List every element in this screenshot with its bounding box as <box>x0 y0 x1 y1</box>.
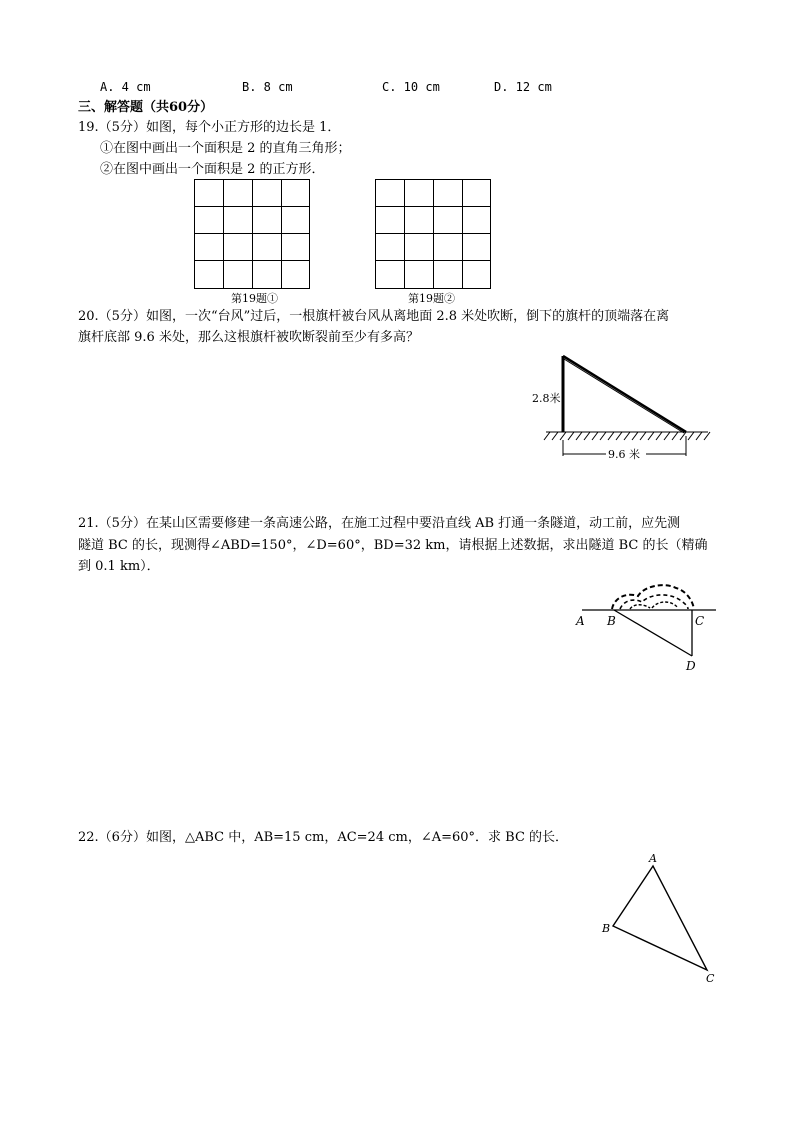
tunnel-label-c: C <box>695 614 705 628</box>
q19-line1: 19.（5分）如图，每个小正方形的边长是 1． <box>78 120 341 135</box>
choice-c: C. 10 cm <box>382 80 440 94</box>
tunnel-label-a: A <box>576 614 585 628</box>
grid-caption-1: 第19题① <box>231 292 278 305</box>
choice-b: B. 8 cm <box>242 80 293 94</box>
triangle-label-a: A <box>649 852 657 865</box>
flagpole-figure <box>528 348 718 468</box>
q19-line3: ②在图中画出一个面积是 2 的正方形． <box>100 162 325 177</box>
q19-line2: ①在图中画出一个面积是 2 的直角三角形； <box>100 141 351 156</box>
tunnel-label-d: D <box>686 659 696 673</box>
flagpole-base-label: 9.6 米 <box>608 448 640 461</box>
triangle-figure <box>595 848 725 988</box>
q21-line2: 隧道 BC 的长，现测得∠ABD=150°，∠D=60°，BD=32 km，请根据上述数据，求出隧道 BC 的长（精确 <box>78 538 708 553</box>
flagpole-height-label: 2.8米 <box>532 392 561 405</box>
grid-caption-2: 第19题② <box>408 292 455 305</box>
triangle-label-b: B <box>602 922 611 935</box>
choice-a: A. 4 cm <box>100 80 151 94</box>
grid-figure-1 <box>194 179 310 289</box>
tunnel-figure <box>568 578 718 678</box>
q21-line1: 21.（5分）在某山区需要修建一条高速公路，在施工过程中要沿直线 AB 打通一条隧道，动工前，应先测 <box>78 516 681 531</box>
q21-line3: 到 0.1 km）． <box>78 559 160 574</box>
tunnel-label-b: B <box>607 614 616 628</box>
q22-line1: 22.（6分）如图，△ABC 中，AB=15 cm，AC=24 cm，∠A=60°．求 BC 的长． <box>78 830 569 845</box>
section-title: 三、解答题（共60分） <box>78 100 214 115</box>
triangle-label-c: C <box>706 972 715 985</box>
choice-d: D. 12 cm <box>494 80 552 94</box>
grid-figure-2 <box>375 179 491 289</box>
q20-line2: 旗杆底部 9.6 米处，那么这根旗杆被吹断裂前至少有多高？ <box>78 330 419 345</box>
q20-line1: 20.（5分）如图，一次“台风”过后，一根旗杆被台风从离地面 2.8 米处吹断，倒下的旗杆的顶端落在离 <box>78 309 670 324</box>
